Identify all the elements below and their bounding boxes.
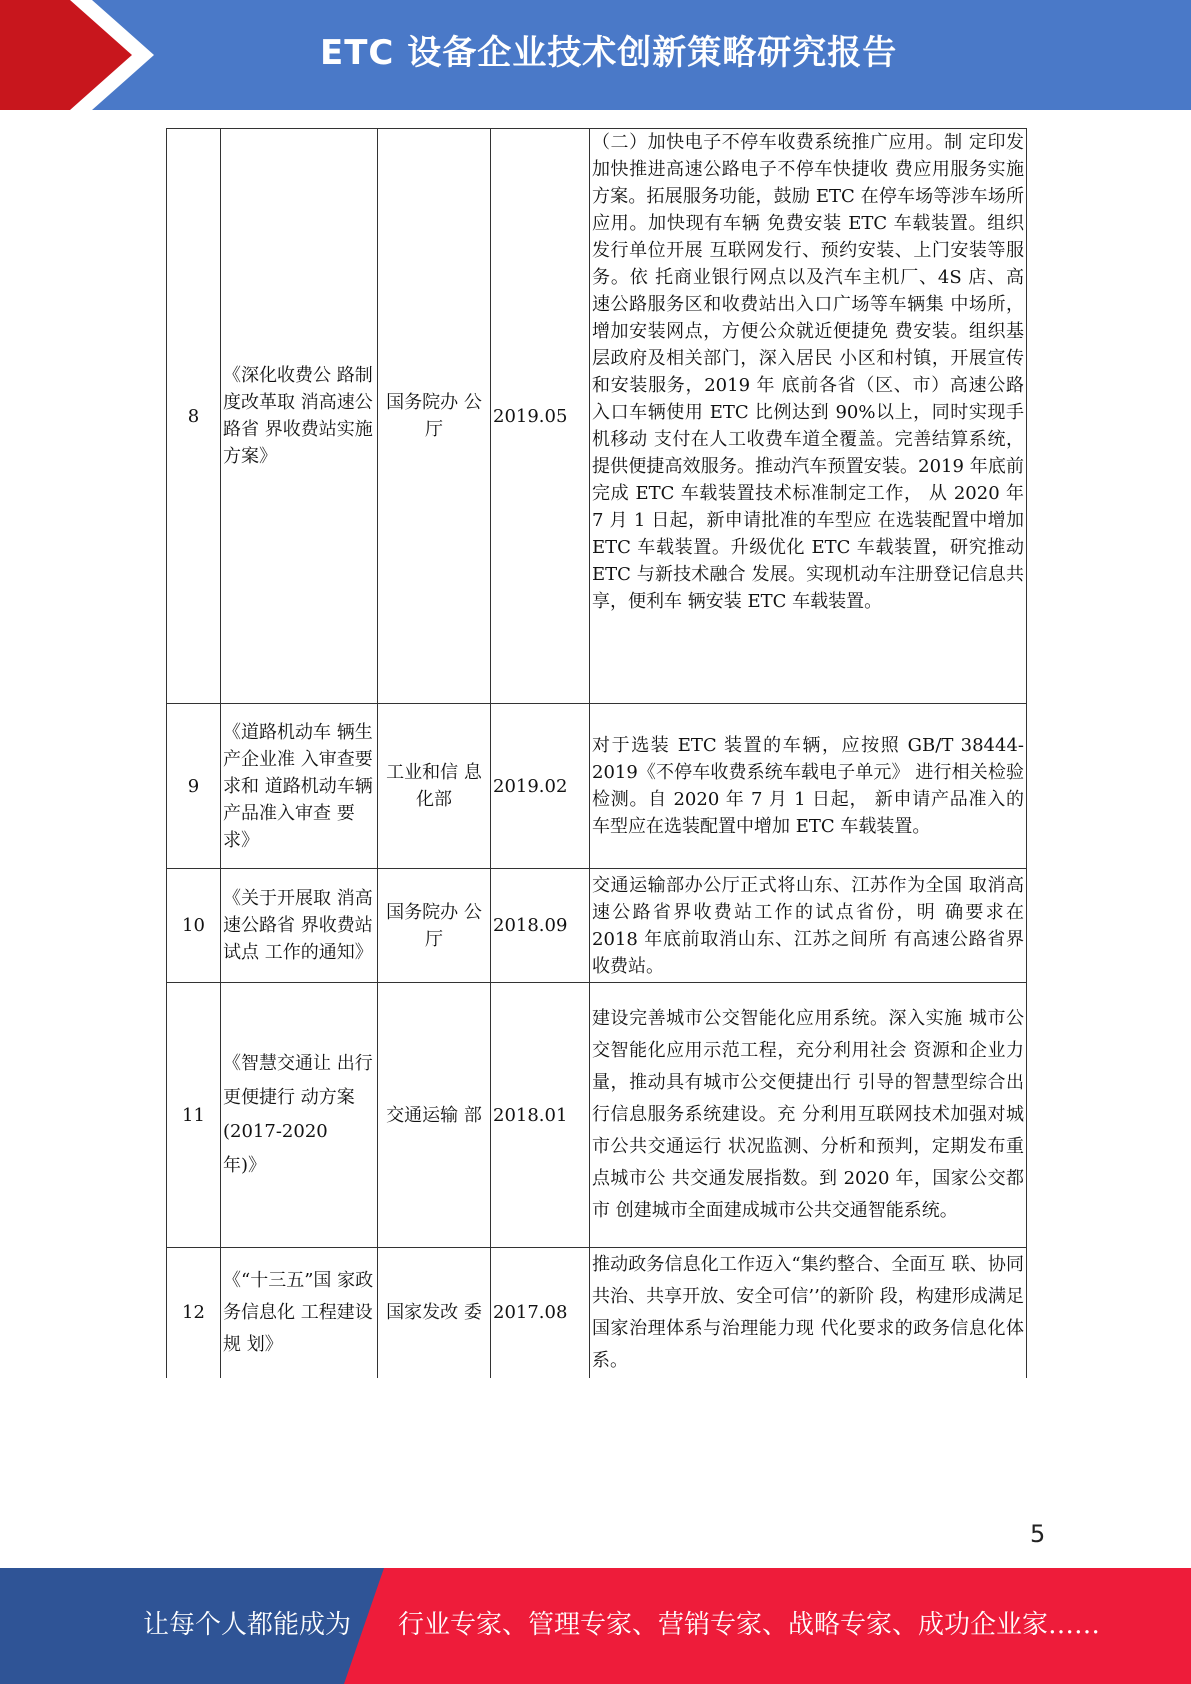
table-row xyxy=(167,1248,1027,1378)
report-title: ETC 设备企业技术创新策略研究报告 xyxy=(320,33,898,73)
policy-content: （二）加快电子不停车收费系统推广应用。制 定印发加快推进高速公路电子不停车快捷收 费应用服务实施方案。拓展服务功能，鼓励 ETC 在停车场等涉车场所应用。加快现有车辆 免费安装 ETC 车载装置。组织发行单位开展 互联网发行、预约安装、上门安装等服务。依 托商业银行网点以及汽车主机厂、4S 店、高 速公路服务区和收费站出入口广场等车辆集 中场所，增加安装网点，方便公众就近便捷免 费安装。组织基层政府及相关部门，深入居民 小区和村镇，开展宣传和安装服务，2019 年 底前各省（区、市）高速公路入口车辆使用 ETC 比例达到 90%以上，同时实现手机移动 支付在人工收费车道全覆盖。完善结算系统，提供便捷高效服务。推动汽车预置安装。2019 年底前完成 ETC 车载装置技术标准制定工作， 从 2020 年 7 月 1 日起，新申请批准的车型应 在选装配置中增加 ETC 车载装置。升级优化 ETC 车载装置，研究推动 ETC 与新技术融合 发展。实现机动车注册登记信息共享，便利车 辆安装 ETC 车载装置。 xyxy=(590,129,1027,704)
issue-date: 2018.09 xyxy=(491,869,590,983)
policy-name xyxy=(221,983,378,1248)
policy-name: 《关于开展取 消高速公路省 界收费站试点 工作的通知》 xyxy=(221,869,378,983)
row-number: 9 xyxy=(167,704,221,869)
issuing-department: 国务院办 公厅 xyxy=(378,869,491,983)
table-row xyxy=(167,129,1027,704)
policy-name-line: (2017-2020 xyxy=(223,1121,328,1142)
row-number: 11 xyxy=(167,983,221,1248)
row-number: 12 xyxy=(167,1248,221,1378)
issue-date: 2017.08 xyxy=(491,1248,590,1378)
policy-name: 《“十三五”国 家政务信息化 工程建设规 划》 xyxy=(221,1248,378,1378)
policy-content: 建设完善城市公交智能化应用系统。深入实施 城市公交智能化应用示范工程，充分利用社会 资源和企业力量，推动具有城市公交便捷出行 引导的智慧型综合出行信息服务系统建设。充 分利用互联网技术加强对城市公共交通运行 状况监测、分析和预判，定期发布重点城市公 共交通发展指数。到 2020 年，国家公交都市 创建城市全面建成城市公共交通智能系统。 xyxy=(590,983,1027,1248)
header-red-chevron xyxy=(0,0,150,110)
issuing-department: 国家发改 委 xyxy=(378,1248,491,1378)
page-header xyxy=(0,0,1191,110)
policy-name: 《道路机动车 辆生产企业准 入审查要求和 道路机动车辆 产品准入审查 要求》 xyxy=(221,704,378,869)
issuing-department: 工业和信 息化部 xyxy=(378,704,491,869)
footer-slogan-left: 让每个人都能成为 xyxy=(143,1610,352,1640)
table-row xyxy=(167,704,1027,869)
policy-content: 交通运输部办公厅正式将山东、江苏作为全国 取消高速公路省界收费站工作的试点省份，明 确要求在 2018 年底前取消山东、江苏之间所 有高速公路省界收费站。 xyxy=(590,869,1027,983)
issuing-department: 交通运输 部 xyxy=(378,983,491,1248)
row-number: 8 xyxy=(167,129,221,704)
issue-date: 2019.05 xyxy=(491,129,590,704)
page-footer xyxy=(0,1568,1191,1684)
policy-name-line: 年)》 xyxy=(223,1155,267,1176)
issuing-department: 国务院办 公厅 xyxy=(378,129,491,704)
table-row xyxy=(167,983,1027,1248)
footer-slogan-right: 行业专家、管理专家、营销专家、战略专家、成功企业家…… xyxy=(398,1610,1101,1640)
policy-content: 推动政务信息化工作迈入“集约整合、全面互 联、协同共治、共享开放、安全可信’’的新阶 段，构建形成满足国家治理体系与治理能力现 代化要求的政务信息化体系。 xyxy=(590,1248,1027,1378)
issue-date: 2018.01 xyxy=(491,983,590,1248)
policy-name-line: 《智慧交通让 出行更便捷行 动方案 xyxy=(223,1053,373,1108)
table-row xyxy=(167,869,1027,983)
issue-date: 2019.02 xyxy=(491,704,590,869)
page-number: 5 xyxy=(1030,1520,1046,1548)
row-number: 10 xyxy=(167,869,221,983)
policy-name: 《深化收费公 路制度改革取 消高速公路省 界收费站实施 方案》 xyxy=(221,129,378,704)
policy-table xyxy=(166,128,1027,1378)
policy-content: 对于选装 ETC 装置的车辆，应按照 GB/T 38444-2019《不停车收费系统车载电子单元》 进行相关检验检测。自 2020 年 7 月 1 日起， 新申请产品准入的车型应在选装配置中增加 ETC 车载装置。 xyxy=(590,704,1027,869)
